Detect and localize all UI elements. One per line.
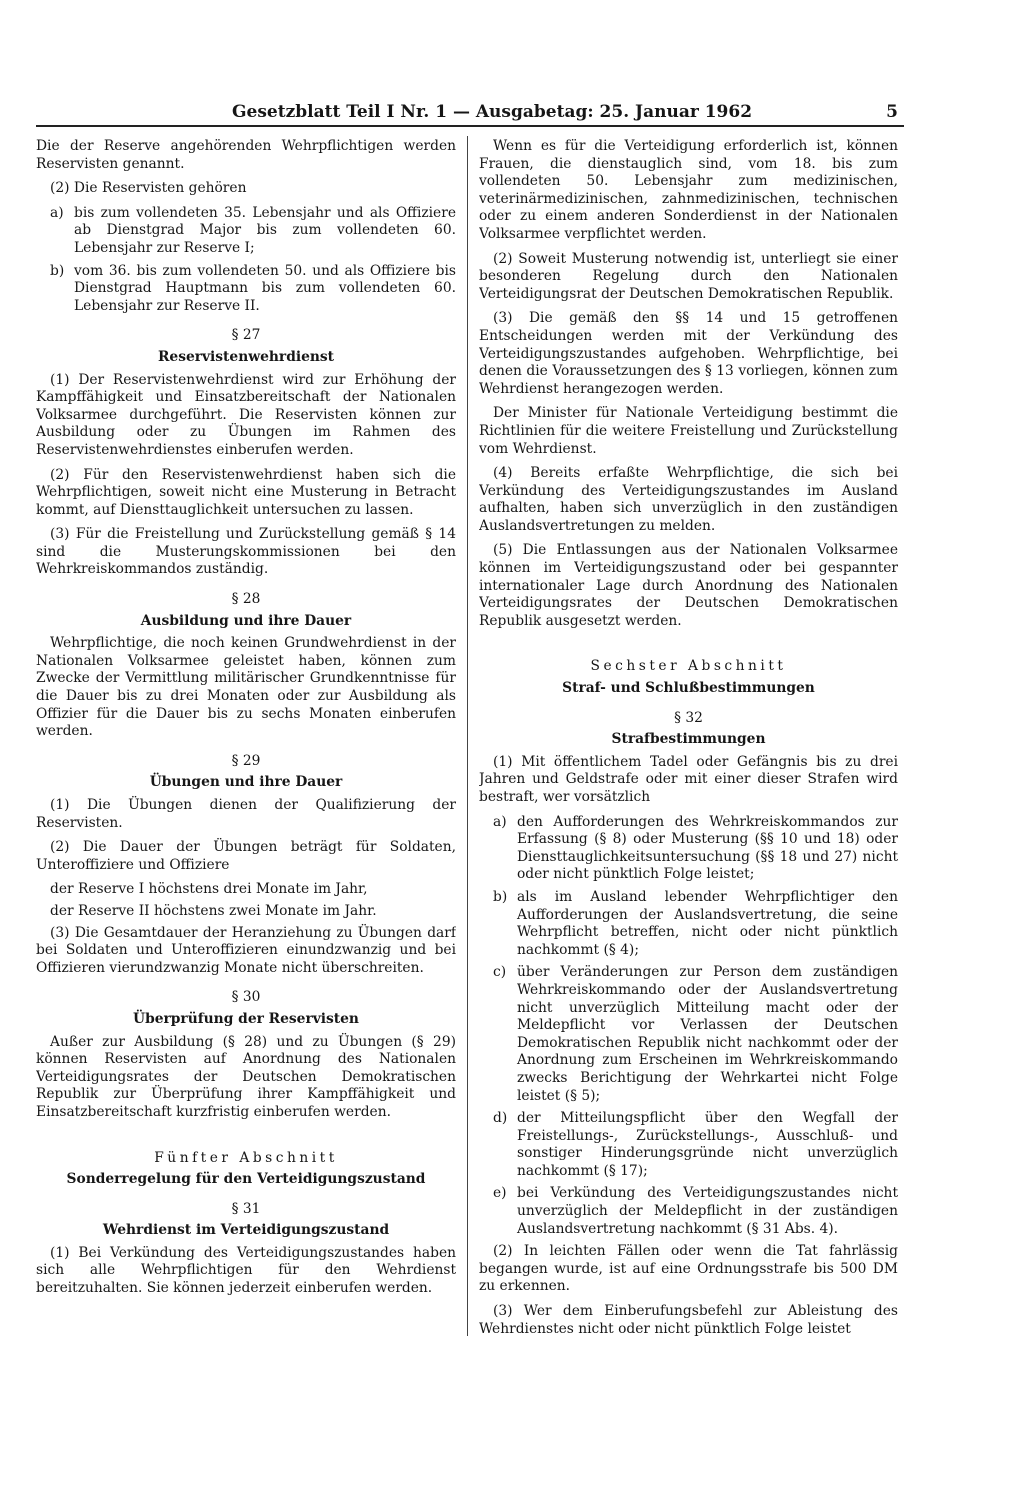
header-rule xyxy=(36,125,904,127)
list-text: bei Verkündung des Verteidigungszustandes nicht unverzüglich der Meldepflicht in der zuständigen Auslandsvertretung nachkommt (§ 31 Abs. 4). xyxy=(517,1185,898,1237)
paragraph: (3) Die gemäß den §§ 14 und 15 getroffenen Entscheidungen werden mit der Verkündung des Verteidigungszustandes aufgehoben. Wehrpflichtige, bei denen die Voraussetzungen des § 13 vorliegen, können zum Wehrdienst herangezogen werden. xyxy=(479,310,898,397)
chapter-heading: Fünfter Abschnitt xyxy=(154,1149,338,1166)
list-text: als im Ausland lebender Wehrpflichtiger den Aufforderungen der Auslandsvertretung, die seine Wehrpflicht betreffen, nicht oder nicht pünktlich nachkommt (§ 4); xyxy=(517,888,898,958)
section-number: § 27 xyxy=(231,327,261,344)
page-number: 5 xyxy=(886,102,898,122)
paragraph: Der Minister für Nationale Verteidigung bestimmt die Richtlinien für die weitere Freistellung und Zurückstellung vom Wehrdienst. xyxy=(479,405,898,457)
section-title: Übungen und ihre Dauer xyxy=(149,774,343,791)
section-title: Reservistenwehrdienst xyxy=(157,348,335,365)
gazette-title: Gesetzblatt Teil I Nr. 1 — Ausgabetag: 25. Januar 1962 xyxy=(232,102,753,122)
chapter-title: Sonderregelung für den Verteidigungszustand xyxy=(66,1171,426,1188)
list-text: bis zum vollendeten 35. Lebensjahr und als Offiziere ab Dienstgrad Major bis zum vollendeten 60. Lebensjahr zur Reserve I; xyxy=(74,204,456,256)
paragraph: (2) Die Dauer der Übungen beträgt für Soldaten, Unteroffiziere und Offiziere xyxy=(36,839,456,873)
reserve-line: der Reserve II höchstens zwei Monate im Jahr. xyxy=(50,902,377,919)
section-title: Strafbestimmungen xyxy=(611,731,766,748)
list-item xyxy=(479,964,898,1105)
list-item xyxy=(36,263,456,316)
list-item xyxy=(479,814,898,884)
list-label: e) xyxy=(493,1185,507,1202)
paragraph: Die der Reserve angehörenden Wehrpflichtigen werden Reservisten genannt. xyxy=(36,138,456,172)
section-title: Überprüfung der Reservisten xyxy=(133,1010,359,1027)
list-label: a) xyxy=(50,204,64,221)
section-title: Ausbildung und ihre Dauer xyxy=(140,612,352,629)
paragraph: (1) Mit öffentlichem Tadel oder Gefängnis bis zu drei Jahren und Geldstrafe oder mit einer dieser Strafen wird bestraft, wer vorsätzlich xyxy=(479,753,898,805)
paragraph: Außer zur Ausbildung (§ 28) und zu Übungen (§ 29) können Reservisten auf Anordnung des Nationalen Verteidigungsrates der Deutschen Demokratischen Republik zur Überprüfung ihrer Kampffähigkeit und Einsatzbereitschaft kurzfristig einberufen werden. xyxy=(36,1033,456,1120)
list-label: a) xyxy=(493,813,507,830)
section-number: § 30 xyxy=(231,989,261,1006)
list-label: c) xyxy=(493,964,507,981)
column-divider xyxy=(467,136,468,1336)
list-label: b) xyxy=(50,262,65,279)
section-number: § 32 xyxy=(674,709,703,726)
list-label: b) xyxy=(493,888,508,905)
paragraph: (2) Die Reservisten gehören xyxy=(50,180,247,197)
page-header xyxy=(36,98,904,126)
chapter-title: Straf- und Schlußbestimmungen xyxy=(562,680,815,697)
paragraph: (5) Die Entlassungen aus der Nationalen Volksarmee können im Verteidigungszustand oder bei gespannter internationaler Lage durch Anordnung des Nationalen Verteidigungsrates der Deutschen Demokratischen Republik ausgesetzt werden. xyxy=(479,542,898,629)
list-item xyxy=(479,1185,898,1238)
list-item xyxy=(36,205,456,258)
list-text: über Veränderungen zur Person dem zuständigen Wehrkreiskommando oder der Auslandsvertretung nicht unverzüglich Mitteilung macht oder der Meldepflicht vor Verlassen der Deutschen Demokratischen Republik nicht nachkommt oder der Anordnung zum Erscheinen im Wehrkreiskommando zwecks Berichtigung der Wehrkartei nicht Folge leistet (§ 5); xyxy=(517,964,898,1104)
list-text: vom 36. bis zum vollendeten 50. und als Offiziere bis Dienstgrad Hauptmann bis zum vollendeten 60. Lebensjahr zur Reserve II. xyxy=(74,262,456,314)
reserve-line: der Reserve I höchstens drei Monate im Jahr, xyxy=(50,881,368,898)
list-label: d) xyxy=(493,1110,508,1127)
paragraph: (3) Wer dem Einberufungsbefehl zur Ableistung des Wehrdienstes nicht oder nicht pünktlich Folge leistet xyxy=(479,1303,898,1337)
section-number: § 31 xyxy=(231,1200,261,1217)
right-column xyxy=(479,138,898,1468)
paragraph: (4) Bereits erfaßte Wehrpflichtige, die sich bei Verkündung des Verteidigungszustandes im Ausland aufhalten, haben sich unverzüglich in den zuständigen Auslandsvertretungen zu melden. xyxy=(479,465,898,534)
paragraph: Wenn es für die Verteidigung erforderlich ist, können Frauen, die dienstauglich sind, vom 18. bis zum vollendeten 50. Lebensjahr zum medizinischen, veterinärmedizinischen, zahnmedizinischen, technischen oder zu einem anderen Sonderdienst in der Nationalen Volksarmee verpflichtet werden. xyxy=(479,138,898,242)
section-number: § 29 xyxy=(231,752,261,769)
paragraph: (2) Soweit Musterung notwendig ist, unterliegt sie einer besonderen Regelung durch den Nationalen Verteidigungsrat der Deutschen Demokratischen Republik. xyxy=(479,250,898,302)
list-text: den Aufforderungen des Wehrkreiskommandos zur Erfassung (§ 8) oder Musterung (§§ 10 und 18) oder Diensttauglichkeitsuntersuchung (§§ 18 und 27) nicht oder nicht pünktlich Folge leistet; xyxy=(517,813,898,883)
list-item xyxy=(479,1110,898,1180)
list-text: der Mitteilungspflicht über den Wegfall der Freistellungs-, Zurückstellungs-, Ausschluß- und sonstiger Hinderungsgründe nicht unverzüglich nachkommt (§ 17); xyxy=(517,1110,898,1179)
paragraph: (3) Die Gesamtdauer der Heranziehung zu Übungen darf bei Soldaten und Unteroffizieren einundzwanzig und bei Offizieren vierundzwanzig Monate nicht überschreiten. xyxy=(36,924,456,976)
paragraph: (3) Für die Freistellung und Zurückstellung gemäß § 14 sind die Musterungskommissionen bei den Wehrkreiskommandos zuständig. xyxy=(36,526,456,578)
list-item xyxy=(479,889,898,959)
paragraph: (1) Bei Verkündung des Verteidigungszustandes haben sich alle Wehrpflichtigen für den Wehrdienst bereitzuhalten. Sie können jederzeit einberufen werden. xyxy=(36,1244,456,1297)
section-title: Wehrdienst im Verteidigungszustand xyxy=(102,1222,390,1239)
section-number: § 28 xyxy=(231,591,261,608)
paragraph: (1) Die Übungen dienen der Qualifizierung der Reservisten. xyxy=(36,797,456,831)
paragraph: Wehrpflichtige, die noch keinen Grundwehrdienst in der Nationalen Volksarmee geleistet haben, können zum Zwecke der Vermittlung militärischer Grundkenntnisse für die Dauer bis zu drei Monaten oder zur Ausbildung als Offizier für die Dauer bis zu sechs Monaten einberufen werden. xyxy=(36,635,456,740)
chapter-heading: Sechster Abschnitt xyxy=(590,658,787,675)
left-column xyxy=(36,138,456,1468)
paragraph: (1) Der Reservistenwehrdienst wird zur Erhöhung der Kampffähigkeit und Einsatzbereitschaft der Nationalen Volksarmee durchgeführt. Die Reservisten können zur Ausbildung oder zu Übungen im Rahmen des Reservistenwehrdienstes einberufen werden. xyxy=(36,371,456,458)
paragraph: (2) Für den Reservistenwehrdienst haben sich die Wehrpflichtigen, soweit nicht eine Musterung in Betracht kommt, auf Diensttauglichkeit untersuchen zu lassen. xyxy=(36,466,456,518)
paragraph: (2) In leichten Fällen oder wenn die Tat fahrlässig begangen wurde, ist auf eine Ordnungsstrafe bis 500 DM zu erkennen. xyxy=(479,1243,898,1295)
